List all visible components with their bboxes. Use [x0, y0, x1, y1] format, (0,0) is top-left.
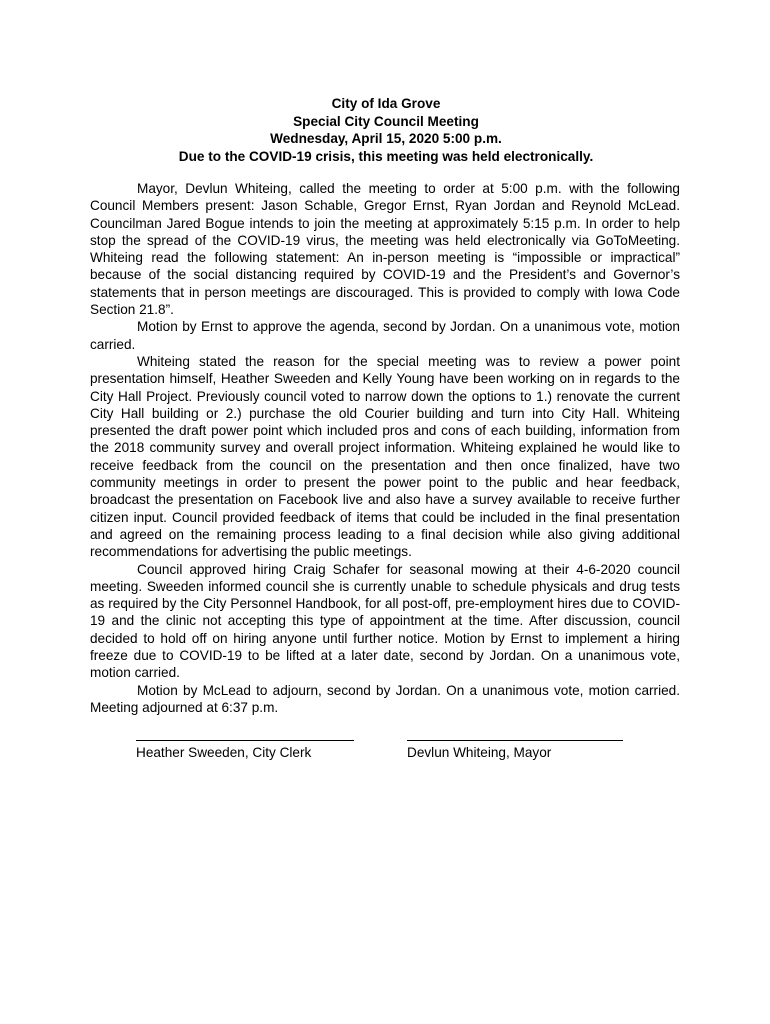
mayor-signature: [407, 730, 623, 760]
meeting-type: Special City Council Meeting: [293, 113, 479, 129]
covid-notice: Due to the COVID-19 crisis, this meeting was held electronically.: [178, 148, 594, 164]
clerk-signature-line: [136, 730, 354, 741]
meeting-date: Wednesday, April 15, 2020 5:00 p.m.: [270, 131, 502, 146]
city-name: City of Ida Grove: [331, 96, 441, 111]
mayor-signature-line: [407, 730, 623, 741]
paragraph-call-to-order: Mayor, Devlun Whiteing, called the meeting to order at 5:00 p.m. with the following Council Members present: Jason Schable, Gregor Ernst, Ryan Jordan and Reynold McLead. Councilman Jared Bogue intends to join the meeting at approximately 5:15 p.m. In order to help stop the spread of the COVID-19 virus, the meeting was held electronically via GoToMeeting. Whiteing read the following statement: An in-person meeting is “impossible or impractical” because of the social distancing required by COVID-19 and the President’s and Governor’s statements that in person meetings are discouraged. This is provided to comply with Iowa Code Section 21.8”.: [90, 181, 680, 318]
mayor-name: Devlun Whiteing, Mayor: [407, 745, 552, 760]
clerk-name: Heather Sweeden, City Clerk: [136, 745, 312, 760]
minutes-body: [90, 180, 680, 716]
clerk-signature: [136, 730, 354, 760]
paragraph-adjournment: Motion by McLead to adjourn, second by Jordan. On a unanimous vote, motion carried. Meeting adjourned at 6:37 p.m.: [90, 682, 680, 715]
document-header: [90, 95, 682, 165]
paragraph-hiring-freeze: Council approved hiring Craig Schafer for seasonal mowing at their 4-6-2020 council meeting. Sweeden informed council she is currently unable to schedule physicals and drug tests as required by the City Personnel Handbook, for all post-off, pre-employment hires due to COVID-19 and the clinic not accepting this type of appointment at the time. After discussion, council decided to hold off on hiring anyone until further notice. Motion by Ernst to implement a hiring freeze due to COVID-19 to be lifted at a later date, second by Jordan. On a unanimous vote, motion carried.: [90, 561, 680, 681]
paragraph-city-hall-project: Whiteing stated the reason for the special meeting was to review a power point presentation himself, Heather Sweeden and Kelly Young have been working on in regards to the City Hall Project. Previously council voted to narrow down the options to 1.) renovate the current City Hall building or 2.) purchase the old Courier building and turn into City Hall. Whiteing presented the draft power point which included pros and cons of each building, information from the 2018 community survey and overall project information. Whiteing explained he would like to receive feedback from the council on the presentation and then once finalized, have two community meetings in order to present the power point to the public and hear feedback, broadcast the presentation on Facebook live and also have a survey available to receive further citizen input. Council provided feedback of items that could be included in the final presentation and agreed on the remaining process leading to a final decision while also giving additional recommendations for advertising the public meetings.: [90, 353, 680, 560]
paragraph-agenda-motion: Motion by Ernst to approve the agenda, second by Jordan. On a unanimous vote, motion carried.: [90, 319, 680, 352]
